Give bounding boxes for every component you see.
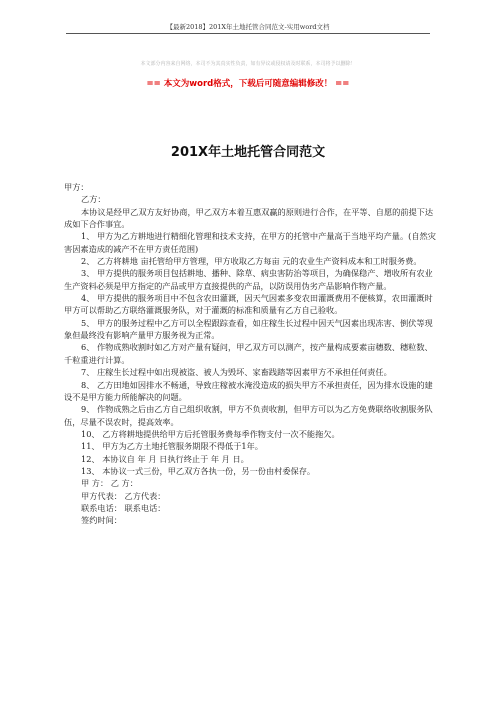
contract-body: [64, 181, 436, 527]
editable-notice: == 本文为word格式，下载后可随意编辑修改！ ==: [146, 79, 350, 89]
signature-representatives: 甲方代表： 乙方代表：: [81, 490, 166, 501]
signature-phones: 联系电话： 联系电话：: [81, 502, 166, 513]
party-b-line: 乙方：: [81, 194, 106, 205]
header-title: 【最新2018】201X年土地托管合同范文-实用word文档: [166, 23, 330, 31]
party-a-line: 甲方：: [64, 182, 89, 192]
clause-12: 12、 本协议自 年 月 日执行终止于 年 月 日。: [81, 453, 249, 464]
clause-10: 10、 乙方将耕地提供给甲方后托管服务费每季作物支付一次不能拖欠。: [81, 428, 340, 439]
clause-9: 9、 作物成熟之后由乙方自己组织收割，甲方不负责收割，但甲方可以为乙方免费联络收割服务队伍，尽量不误农时，提高效率。: [64, 404, 433, 427]
clause-13: 13、 本协议一式三份，甲乙双方各执一份，另一份由村委保存。: [81, 465, 316, 476]
signature-parties: 甲 方： 乙 方：: [81, 478, 138, 489]
clause-7: 7、 庄稼生长过程中如出现被盗、被人为毁坏、家畜践踏等因素甲方不承担任何责任。: [81, 367, 392, 378]
clause-1: 1、 甲方为乙方耕地进行精细化管理和技术支持，在甲方的托管中产量高于当地平均产量。(自然灾害因素造成的减产不在甲方责任范围): [64, 231, 436, 254]
disclaimer-text: 本文部分内容来自网络，本司不为其真实性负责，如有异议或侵权请及时联系，本司将予以删除！: [140, 61, 356, 67]
clause-3: 3、 甲方提供的服务项目包括耕地、播种、除草、病虫害防治等项目，为确保稳产、增收所有农业生产资料必须是甲方指定的产品或甲方直接提供的产品，以防误用伪劣产品影响作物产量。: [64, 268, 433, 291]
preamble-paragraph: 本协议是经甲乙双方友好协商，甲乙双方本着互惠双赢的原则进行合作，在平等、自愿的前提下达成如下合作事宜。: [64, 206, 434, 230]
page-header: [0, 0, 496, 38]
document-title: 201X年土地托管合同范文: [170, 145, 326, 160]
clause-8: 8、 乙方田地如因排水不畅通，导致庄稼被水淹没造成的损失甲方不承担责任，因为排水设施的建设不是甲方能力所能解决的问题。: [64, 379, 433, 402]
signature-date: 签约时间：: [81, 515, 122, 526]
clause-4: 4、 甲方提供的服务项目中不包含农田灌溉，因天气因素多变农田灌溉费用不便核算，农田灌溉时甲方可以帮助乙方联络灌溉服务队，对于灌溉的标准和质量有乙方自己验收。: [64, 293, 433, 316]
clause-11: 11、 甲方为乙方土地托管服务期限不得低于1年。: [81, 441, 263, 452]
clause-2: 2、 乙方将耕地 亩托管给甲方管理，甲方收取乙方每亩 元的农业生产资料成本和工时服务费。: [81, 256, 422, 267]
header-divider: [66, 33, 430, 34]
clause-6: 6、 作物成熟收割时如乙方对产量有疑问，甲乙双方可以测产，按产量构成要素亩穗数、穗粒数、千粒重进行计算。: [64, 342, 433, 365]
clause-5: 5、 甲方的服务过程中乙方可以全程跟踪查看，如庄稼生长过程中因天气因素出现冻害、倒伏等现象但最终没有影响产量甲方服务视为正常。: [64, 317, 433, 341]
